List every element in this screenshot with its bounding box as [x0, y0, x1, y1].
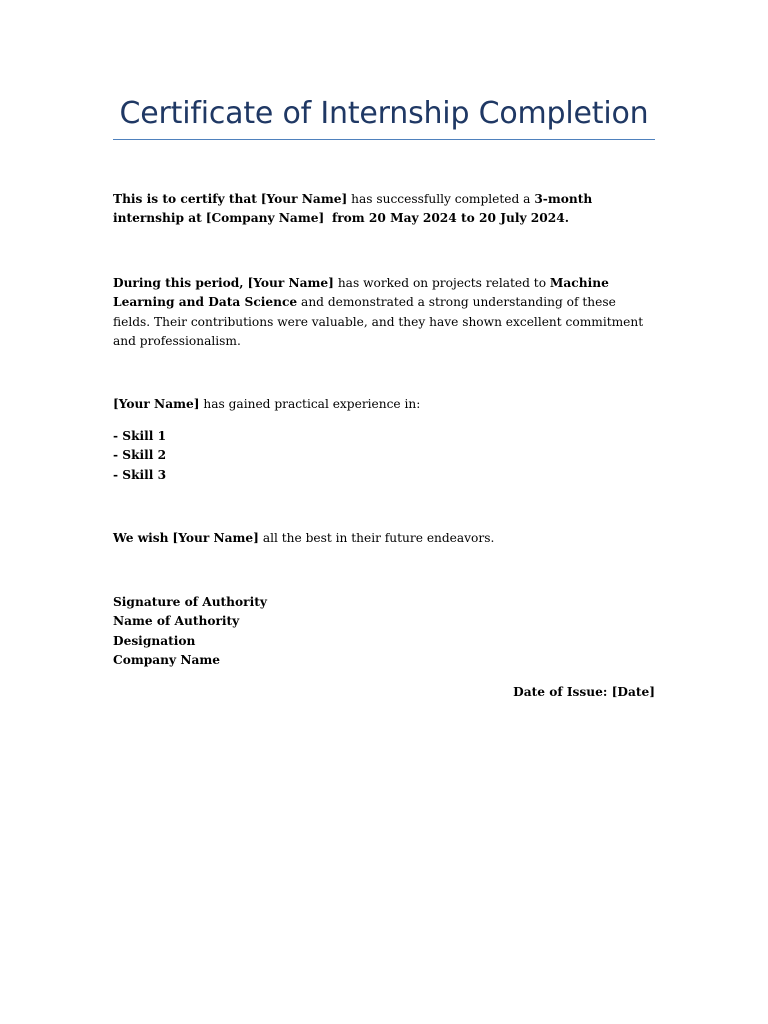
company-name: [Company Name] [205, 211, 325, 226]
authority-company: Company Name [113, 652, 221, 667]
signature-block [113, 593, 267, 670]
worked-text: has worked on projects related to [337, 276, 547, 290]
internship-period: from 20 May 2024 to 20 July 2024. [332, 211, 569, 226]
skill-item: - Skill 2 [113, 448, 167, 463]
closing-text: all the best in their future endeavors. [262, 531, 495, 545]
completed-text: has successfully completed a [351, 192, 531, 206]
intern-name: [Your Name] [247, 276, 334, 290]
authority-name: Name of Authority [113, 614, 240, 629]
experience-paragraph [113, 395, 655, 414]
intern-name: [Your Name] [113, 397, 200, 411]
intern-name: [Your Name] [260, 192, 348, 206]
intern-name: [Your Name] [172, 531, 259, 545]
skill-item: - Skill 1 [113, 429, 167, 443]
certify-label: This is to certify that [113, 192, 257, 206]
experience-text: has gained practical experience in: [203, 397, 421, 411]
internship-label: 3-month internship at [113, 192, 593, 226]
certificate-title: Certificate of Internship Completion [119, 96, 649, 131]
period-lead: During this period, [113, 276, 244, 290]
title-underline [113, 139, 655, 140]
certificate-page [113, 0, 655, 1024]
intro-paragraph [113, 190, 655, 229]
closing-paragraph [113, 529, 655, 548]
authority-designation: Designation [113, 633, 196, 648]
closing-lead: We wish [113, 531, 169, 545]
date-of-issue: Date of Issue: [Date] [513, 685, 655, 699]
period-paragraph [113, 274, 655, 351]
skill-item: - Skill 3 [113, 467, 167, 482]
signature-line: Signature of Authority [113, 595, 267, 609]
project-fields: Machine Learning and Data Science [113, 276, 609, 310]
skills-list [113, 427, 166, 485]
period-rest: and demonstrated a strong understanding of these fields. Their contributions were valuable, and they have shown excellent commitment and professionalism. [113, 295, 644, 348]
